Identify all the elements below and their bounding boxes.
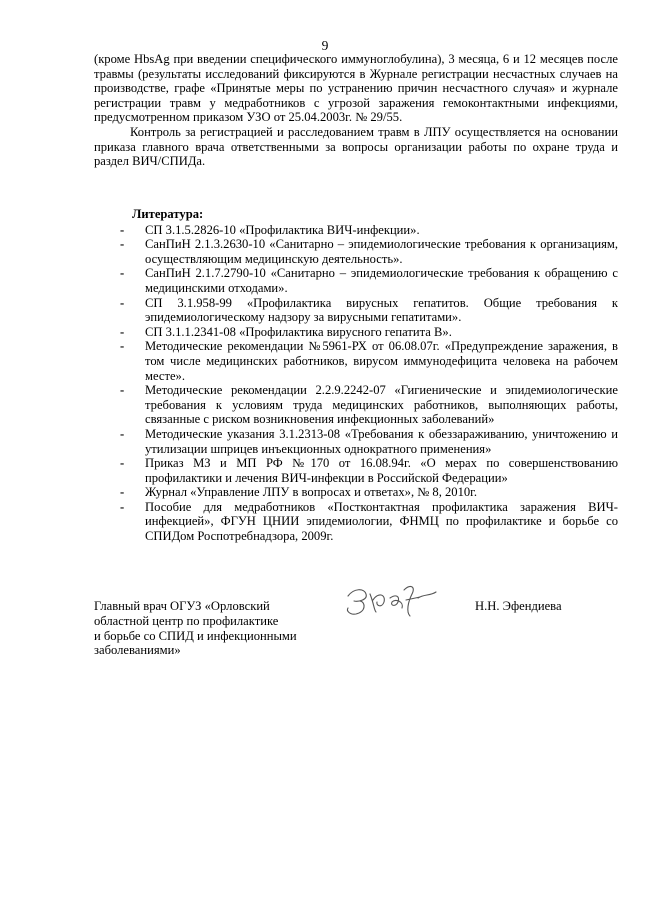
bullet-dash: - (120, 266, 125, 281)
literature-item: - Методические указания 3.1.2313-08 «Требования к обеззараживанию, уничтожению и утилизации шприцев инъекционных однократного применения» (120, 426, 618, 456)
bullet-dash: - (120, 426, 125, 441)
position-line: областной центр по профилактике (94, 613, 279, 628)
literature-item: - Приказ МЗ и МП РФ №170 от 16.08.94г. «О мерах по совершенствованию профилактики и лечения ВИЧ-инфекции в Российской Федерации» (120, 456, 618, 485)
page-number: 9 (321, 38, 329, 53)
literature-item: - СанПиН 2.1.7.2790-10 «Санитарно – эпидемиологические требования к обращению с медицинскими отходами». (120, 266, 618, 295)
literature-item: - СП 3.1.958-99 «Профилактика вирусных гепатитов. Общие требования к эпидемиологическому надзору за вирусными гепатитами». (120, 295, 618, 325)
literature-section (120, 207, 618, 544)
signatory-name: Н.Н. Эфендиева (475, 599, 562, 613)
bullet-dash: - (120, 485, 125, 500)
bullet-dash: - (120, 324, 125, 339)
bullet-dash: - (120, 237, 125, 252)
literature-item: - СП 3.1.1.2341-08 «Профилактика вирусного гепатита В». (120, 324, 452, 339)
position-line: и борьбе со СПИД и инфекционными (94, 628, 297, 643)
literature-item: - Журнал «Управление ЛПУ в вопросах и ответах», № 8, 2010г. (120, 485, 478, 500)
body-text (94, 52, 618, 169)
handwritten-signature-icon (340, 580, 440, 627)
bullet-dash: - (120, 339, 125, 354)
literature-item: - Методические рекомендации 2.2.9.2242-07 «Гигиенические и эпидемиологические требования к условиям труда медицинских работников, выполняющих работы, связанные с риском возникновения инфекционных заболеваний» (120, 383, 618, 427)
bullet-dash: - (120, 383, 125, 398)
paragraph-2: Контроль за регистрацией и расследованием травм в ЛПУ осуществляется на основании приказа главного врача ответственными за вопросы организации работы по охране труда и раздел ВИЧ/СПИДа. (94, 124, 618, 169)
paragraph-1: (кроме HbsAg при введении специфического иммуноглобулина), 3 месяца, 6 и 12 месяцев после травмы (результаты исследований фиксируются в Журнале регистрации несчастных случаев на производстве, графе «Принятые меры по устранению причин несчастного случая» и журнале регистрации травм у медработников с угрозой заражения гемоконтактными инфекциями, предусмотренном приказом УЗО от 25.04.2003г. № 29/55. (94, 52, 618, 125)
signatory-position (94, 599, 334, 658)
position-line: заболеваниями» (94, 643, 181, 658)
literature-list (120, 223, 618, 544)
bullet-dash: - (120, 499, 125, 514)
bullet-dash: - (120, 222, 125, 237)
literature-item: - Методические рекомендации №5961-РХ от 06.08.07г. «Предупреждение заражения, в том числе медицинских работников, вирусом иммунодефицита человека на рабочем месте». (120, 339, 618, 383)
bullet-dash: - (120, 295, 125, 310)
position-line: Главный врач ОГУЗ «Орловский (94, 599, 270, 613)
literature-item: - СП 3.1.5.2826-10 «Профилактика ВИЧ-инфекции». (120, 222, 420, 237)
literature-item: - Пособие для медработников «Постконтактная профилактика заражения ВИЧ-инфекцией», ФГУН ЦНИИ эпидемиологии, ФНМЦ по профилактике и борьбе со СПИДом Роспотребнадзора, 2009г. (120, 499, 618, 544)
bullet-dash: - (120, 456, 125, 471)
literature-heading: Литература: (132, 207, 204, 221)
literature-item: - СанПиН 2.1.3.2630-10 «Санитарно – эпидемиологические требования к организациям, осуществляющим медицинскую деятельность». (120, 237, 618, 266)
